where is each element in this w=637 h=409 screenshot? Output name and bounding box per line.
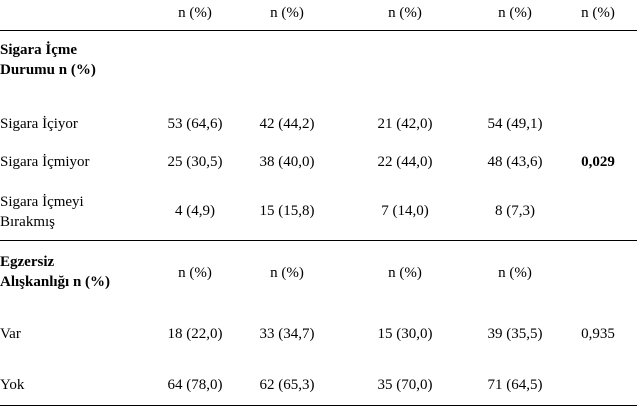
table-cell: 7 (14,0) bbox=[381, 203, 429, 219]
header-cell-p: n (%) bbox=[581, 5, 615, 21]
header-cell-3: n (%) bbox=[388, 5, 422, 21]
table-cell: 71 (64,5) bbox=[487, 377, 543, 393]
table-cell: 54 (49,1) bbox=[487, 116, 543, 132]
header-divider bbox=[0, 30, 637, 31]
table-cell: 33 (34,7) bbox=[259, 326, 315, 342]
table-cell: 64 (78,0) bbox=[167, 377, 223, 393]
subheader-cell-2: n (%) bbox=[270, 265, 304, 281]
section-title-exercise: Egzersiz Alışkanlığı n (%) bbox=[0, 254, 111, 290]
row-label-quit-smoking: Sigara İçmeyi Bırakmış bbox=[0, 194, 84, 230]
subheader-cell-3: n (%) bbox=[388, 265, 422, 281]
table-cell: 18 (22,0) bbox=[167, 326, 223, 342]
table-cell: 35 (70,0) bbox=[377, 377, 433, 393]
table-cell: 62 (65,3) bbox=[259, 377, 315, 393]
header-cell-2: n (%) bbox=[270, 5, 304, 21]
table-cell: 21 (42,0) bbox=[377, 116, 433, 132]
p-value-exercise: 0,935 bbox=[581, 326, 615, 342]
table-cell: 25 (30,5) bbox=[167, 154, 223, 170]
table-cell: 4 (4,9) bbox=[175, 203, 215, 219]
subheader-cell-1: n (%) bbox=[178, 265, 212, 281]
bottom-rule bbox=[0, 405, 637, 406]
table-cell: 48 (43,6) bbox=[487, 154, 543, 170]
table-cell: 39 (35,5) bbox=[487, 326, 543, 342]
table-cell: 42 (44,2) bbox=[259, 116, 315, 132]
p-value-smoking: 0,029 bbox=[581, 154, 615, 170]
table-cell: 22 (44,0) bbox=[377, 154, 433, 170]
header-cell-4: n (%) bbox=[498, 5, 532, 21]
row-label-exercise-yes: Var bbox=[0, 326, 21, 342]
section-divider bbox=[0, 240, 637, 241]
subheader-cell-4: n (%) bbox=[498, 265, 532, 281]
table-cell: 38 (40,0) bbox=[259, 154, 315, 170]
table-cell: 15 (30,0) bbox=[377, 326, 433, 342]
table-cell: 15 (15,8) bbox=[259, 203, 315, 219]
row-label-exercise-no: Yok bbox=[0, 377, 25, 393]
header-cell-1: n (%) bbox=[178, 5, 212, 21]
table-cell: 8 (7,3) bbox=[495, 203, 535, 219]
row-label-smoker: Sigara İçiyor bbox=[0, 116, 78, 132]
table-cell: 53 (64,6) bbox=[167, 116, 223, 132]
row-label-non-smoker: Sigara İçmiyor bbox=[0, 154, 90, 170]
section-title-smoking: Sigara İçme Durumu n (%) bbox=[0, 42, 96, 78]
